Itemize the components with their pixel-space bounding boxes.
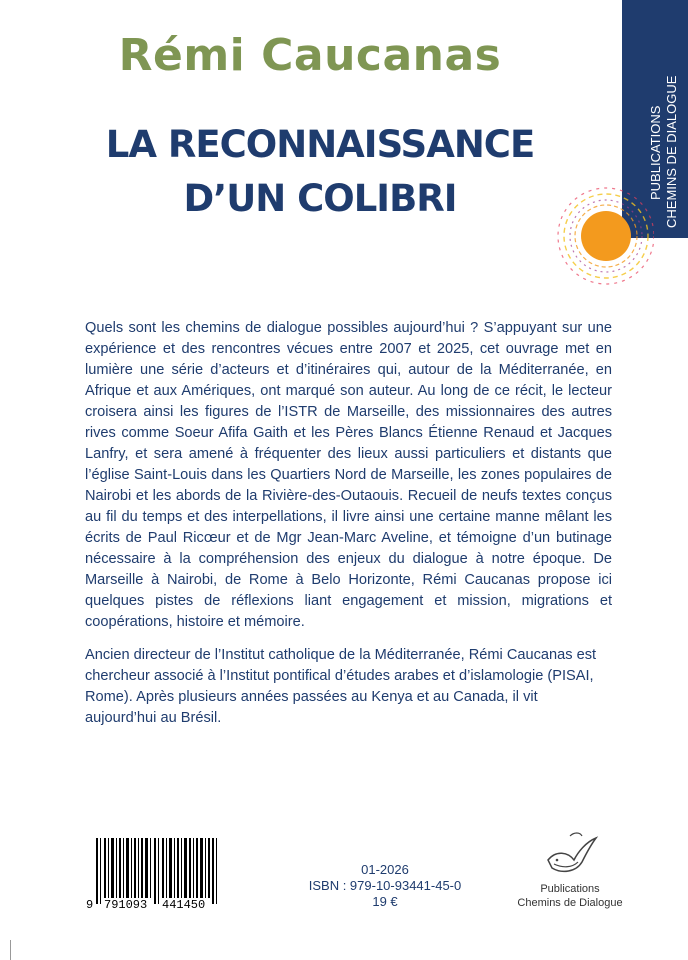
publication-date: 01-2026 xyxy=(361,862,409,877)
price: 19 € xyxy=(372,894,398,909)
crop-mark xyxy=(10,940,11,960)
isbn: ISBN : 979-10-93441-45-0 xyxy=(308,878,462,893)
book-meta xyxy=(270,862,500,910)
series-line-1: PUBLICATIONS xyxy=(648,105,663,200)
bird-logo-icon xyxy=(540,830,600,882)
series-line-2: CHEMINS DE DIALOGUE xyxy=(664,75,679,228)
book-summary: Quels sont les chemins de dialogue possibles aujourd’hui ? S’appuyant sur une expérience et des rencontres vécues entre 2007 et 2025, cet ouvrage met en lumière une série d’acteurs et d’itinéraires qui, autour de la Méditerranée, en Afrique et aux Amériques, ont marqué son auteur. Au long de ce récit, le lecteur croisera ainsi les figures de l’ISTR de Marseille, des missionnaires des autres rives comme Soeur Afifa Gaith et les Pères Blancs Étienne Renaud et Jacques Lanfry, et sera amené à fréquenter des lieux aussi particuliers et distants que l’église Saint-Louis dans les Quartiers Nord de Marseille, les zones populaires de Nairobi et les abords de la Rivière-des-Outaouis. Recueil de neufs textes conçus au fil du temps et des interpellations, il livre ainsi une certaine manne mêlant les écrits de Paul Ricœur et de Mgr Jean-Marc Aveline, et témoigne d’un butinage nécessaire à la compréhension des enjeux du dialogue à notre époque. De Marseille à Nairobi, de Rome à Belo Horizonte, Rémi Caucanas propose ici quelques pistes de réflexions liant engagement et mission, migrations et coopérations, histoire et mémoire. xyxy=(85,320,612,630)
barcode-icon xyxy=(86,838,236,918)
book-title-line-2: D’UN COLIBRI xyxy=(183,177,457,220)
author-bio: Ancien directeur de l’Institut catholique de la Méditerranée, Rémi Caucanas est chercheur associé à l’Institut pontifical d’études arabes et d’islamologie (PISAI, Rome). Après plusieurs années passées au Kenya et au Canada, il vit aujourd’hui au Brésil. xyxy=(85,647,597,726)
author-name: Rémi Caucanas xyxy=(118,30,502,81)
publisher-name-line-1: Publications xyxy=(540,883,600,895)
barcode-digits-left: 791093 xyxy=(104,898,148,912)
publisher-name-line-2: Chemins de Dialogue xyxy=(517,897,623,909)
book-title xyxy=(40,118,600,226)
barcode-digit-lead: 9 xyxy=(86,898,94,912)
publisher-block xyxy=(500,830,640,910)
barcode-digits-right: 441450 xyxy=(162,898,206,912)
barcode-bars xyxy=(86,838,236,904)
book-title-line-1: LA RECONNAISSANCE xyxy=(105,123,535,166)
